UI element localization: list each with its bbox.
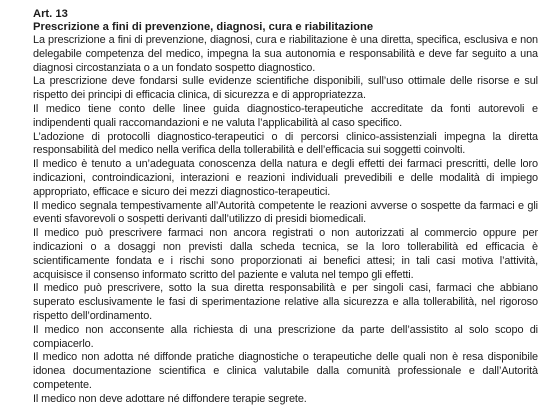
paragraph-2: La prescrizione deve fondarsi sulle evidenze scientifiche disponibili, sull’uso ottimale delle risorse e sul rispetto dei principi di efficacia clinica, di sicurezza e di appropriatezza. [33, 75, 538, 102]
article-number: Art. 13 [33, 8, 68, 20]
paragraph-6: Il medico segnala tempestivamente all’Autorità competente le reazioni avverse o sospette da farmaci e gli eventi sfavorevoli o sospetti derivanti dall’utilizzo di presidi biomedicali. [33, 199, 538, 226]
paragraph-8: Il medico può prescrivere, sotto la sua diretta responsabilità e per singoli casi, farmaci che abbiano superato esclusivamente le fasi di sperimentazione relative alla sicurezza e alla tollerabilità, nel rigoroso rispetto dell’ordinamento. [33, 282, 538, 322]
paragraph-9: Il medico non acconsente alla richiesta di una prescrizione da parte dell’assistito al solo scopo di compiacerlo. [33, 323, 538, 350]
paragraph-3: Il medico tiene conto delle linee guida diagnostico-terapeutiche accreditate da fonti autorevoli e indipendenti quali raccomandazioni e ne valuta l’applicabilità al caso specifico. [33, 102, 538, 129]
paragraph-5: Il medico è tenuto a un’adeguata conoscenza della natura e degli effetti dei farmaci prescritti, delle loro indicazioni, controindicazioni, interazioni e reazioni individuali prevedibili e delle modalità di impiego appropriato, efficace e sicuro dei mezzi diagnostico-terapeutici. [33, 158, 538, 198]
paragraph-10: Il medico non adotta né diffonde pratiche diagnostiche o terapeutiche delle quali non è resa disponibile idonea documentazione scientifica e clinica valutabile dalla comunità professionale e dall’Autorità competente. [33, 351, 538, 391]
paragraph-1: La prescrizione a fini di prevenzione, diagnosi, cura e riabilitazione è una diretta, specifica, esclusiva e non delegabile competenza del medico, impegna la sua autonomia e responsabilità e deve far seguito a una diagnosi circostanziata o a un fondato sospetto diagnostico. [33, 34, 538, 74]
article-title: Prescrizione a fini di prevenzione, diagnosi, cura e riabilitazione [33, 21, 374, 33]
paragraph-4: L’adozione di protocolli diagnostico-terapeutici o di percorsi clinico-assistenziali impegna la diretta responsabilità del medico nella verifica della tollerabilità e dell’efficacia sui soggetti coinvolti. [33, 130, 538, 157]
paragraph-7: Il medico può prescrivere farmaci non ancora registrati o non autorizzati al commercio oppure per indicazioni o a dosaggi non previsti dalla scheda tecnica, se la loro tollerabilità ed efficacia è scientificamente fondata e i rischi sono proporzionati ai benefici attesi; in tali casi motiva l’attività, acquisisce il consenso informato scritto del paziente e valuta nel tempo gli effetti. [33, 227, 538, 281]
paragraph-11: Il medico non deve adottare né diffondere terapie segrete. [33, 392, 307, 405]
